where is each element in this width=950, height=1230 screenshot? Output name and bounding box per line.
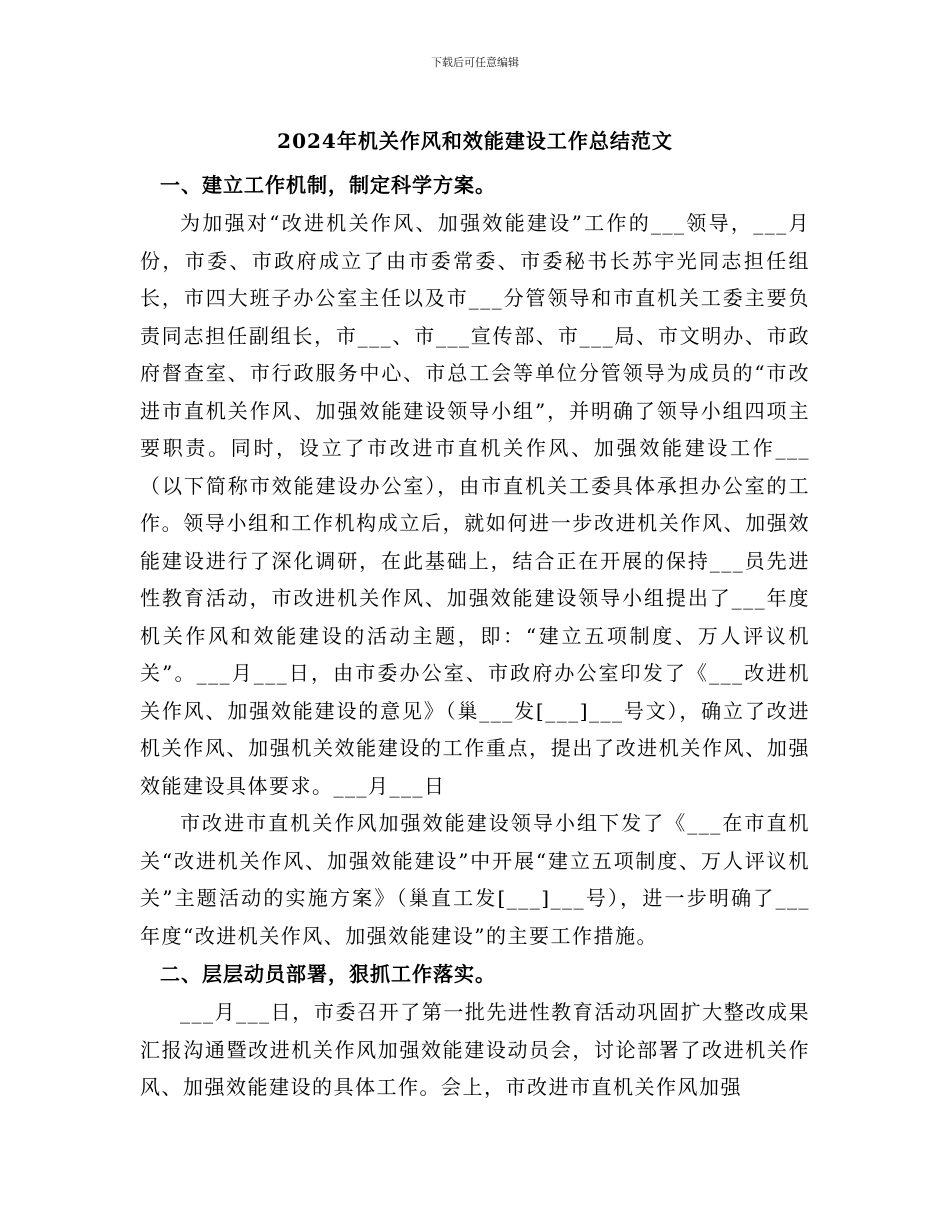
section-heading-1: 一、建立工作机制，制定科学方案。	[160, 173, 496, 197]
section-2-paragraph-1: ___月___日，市委召开了第一批先进性教育活动巩固扩大整改成果汇报沟通暨改进机关作风加强效能建设动员会，讨论部署了改进机关作风、加强效能建设的具体工作。会上，市改进市直机关作风加强	[140, 1000, 810, 1099]
document-title: 2024年机关作风和效能建设工作总结范文	[277, 129, 673, 153]
document-body	[140, 166, 810, 1107]
section-1-paragraph-1: 为加强对“改进机关作风、加强效能建设”工作的___领导，___月份，市委、市政府成立了由市委常委、市委秘书长苏宇光同志担任组长，市四大班子办公室主任以及市___分管领导和市直机关工委主要负责同志担任副组长，市___、市___宣传部、市___局、市文明办、市政府督查室、市行政服务中心、市总工会等单位分管领导为成员的“市改进市直机关作风、加强效能建设领导小组”，并明确了领导小组四项主要职责。同时，设立了市改进市直机关作风、加强效能建设工作___（以下简称市效能建设办公室），由市直机关工委具体承担办公室的工作。领导小组和工作机构成立后，就如何进一步改进机关作风、加强效能建设进行了深化调研，在此基础上，结合正在开展的保持___员先进性教育活动，市改进机关作风、加强效能建设领导小组提出了___年度机关作风和效能建设的活动主题，即：“建立五项制度、万人评议机关”。___月___日，由市委办公室、市政府办公室印发了《___改进机关作风、加强效能建设的意见》（巢___发[___]___号文），确立了改进机关作风、加强机关效能建设的工作重点，提出了改进机关作风、加强效能建设具体要求。___月___日	[140, 211, 810, 798]
header-note: 下载后可任意编辑	[431, 56, 519, 69]
section-heading-2: 二、层层动员部署，狠抓工作落实。	[160, 962, 496, 986]
section-1-paragraph-2: 市改进市直机关作风加强效能建设领导小组下发了《___在市直机关“改进机关作风、加强效能建设”中开展“建立五项制度、万人评议机关”主题活动的实施方案》（巢直工发[___]___号），进一步明确了___年度“改进机关作风、加强效能建设”的主要工作措施。	[140, 811, 810, 948]
